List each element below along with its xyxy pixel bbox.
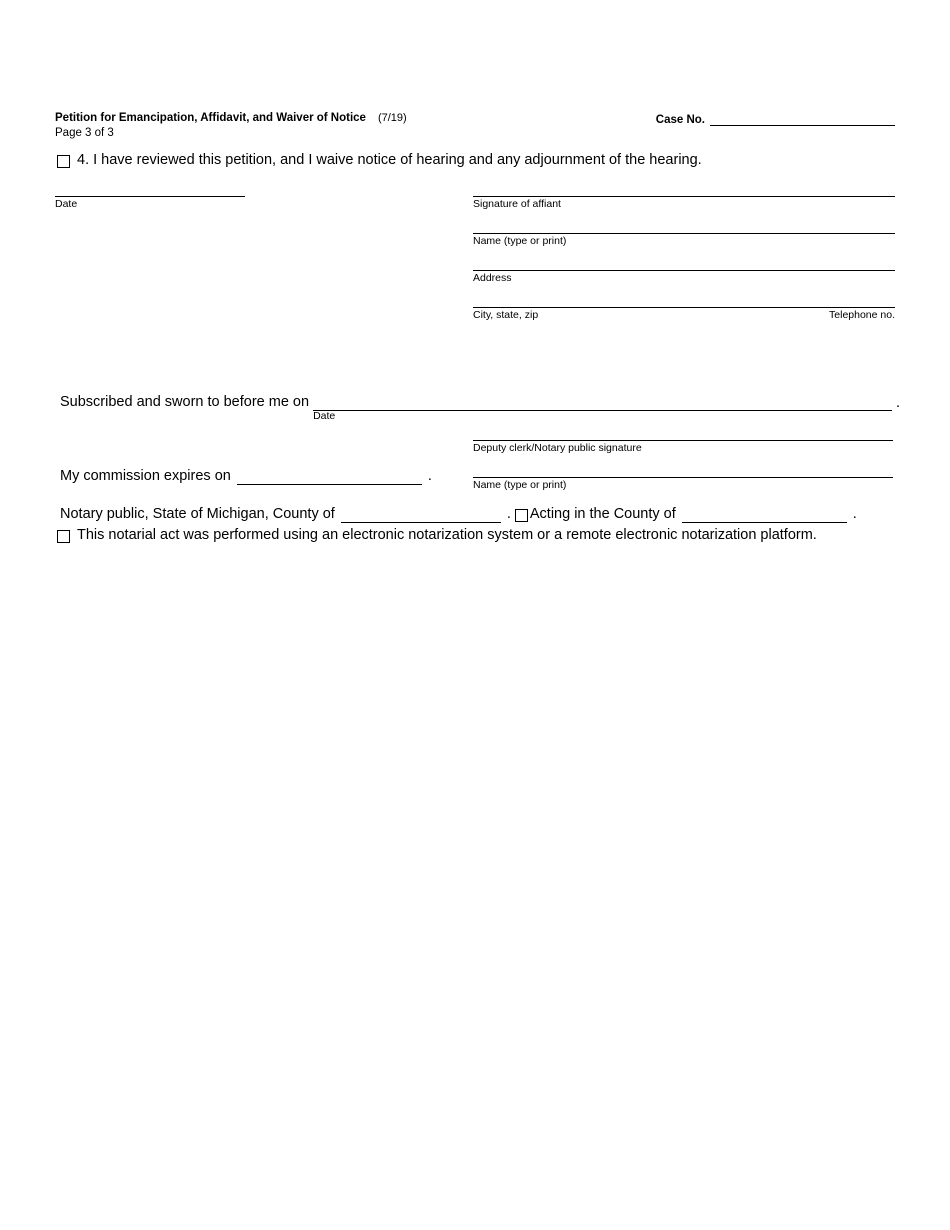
affiant-name-input[interactable] bbox=[473, 233, 895, 234]
affiant-address-field bbox=[473, 270, 895, 284]
sworn-period: . bbox=[895, 395, 900, 411]
commission-expires-label: My commission expires on bbox=[60, 468, 231, 484]
form-title: Petition for Emancipation, Affidavit, and Waiver of Notice bbox=[55, 112, 366, 124]
document-header bbox=[55, 108, 895, 139]
case-number-group bbox=[656, 113, 895, 126]
page-number: Page 3 of 3 bbox=[55, 127, 114, 139]
affiant-telephone-caption: Telephone no. bbox=[829, 309, 895, 321]
affiant-name-caption: Name (type or print) bbox=[473, 235, 567, 247]
item-4-label: 4. I have reviewed this petition, and I waive notice of hearing and any adjournment of the hearing. bbox=[77, 152, 702, 168]
affiant-address-input[interactable] bbox=[473, 270, 895, 271]
case-number-label: Case No. bbox=[655, 114, 705, 126]
item-4-row bbox=[57, 152, 702, 169]
sworn-date-caption: Date bbox=[313, 410, 336, 422]
item-4-checkbox[interactable] bbox=[57, 155, 70, 168]
acting-in-county-period: . bbox=[852, 506, 857, 522]
affiant-date-field bbox=[55, 196, 245, 210]
header-top-row bbox=[55, 108, 895, 126]
case-number-input[interactable] bbox=[710, 113, 895, 126]
notary-name-input[interactable] bbox=[473, 477, 893, 478]
electronic-notarization-label: This notarial act was performed using an electronic notarization system or a remote electronic notarization platform. bbox=[77, 527, 817, 543]
notary-state-label: Notary public, State of Michigan, County of bbox=[60, 506, 335, 522]
affiant-signature-field bbox=[473, 196, 895, 210]
commission-expires-period: . bbox=[427, 468, 432, 484]
acting-in-county-input[interactable] bbox=[682, 508, 847, 523]
acting-in-county-label: Acting in the County of bbox=[529, 506, 676, 522]
affiant-address-caption: Address bbox=[473, 272, 512, 284]
sworn-label: Subscribed and sworn to before me on bbox=[60, 394, 310, 410]
form-revision-date: (7/19) bbox=[377, 112, 407, 124]
affiant-date-caption: Date bbox=[55, 198, 78, 210]
affiant-city-field bbox=[473, 307, 895, 321]
notary-county-row bbox=[60, 506, 900, 523]
commission-expires-input[interactable] bbox=[237, 470, 422, 485]
notary-name-caption: Name (type or print) bbox=[473, 479, 567, 491]
affiant-city-caption: City, state, zip bbox=[473, 309, 539, 321]
affiant-date-input[interactable] bbox=[55, 196, 245, 197]
affiant-city-input[interactable] bbox=[473, 307, 895, 308]
affiant-signature-caption: Signature of affiant bbox=[473, 198, 561, 210]
notary-county-input[interactable] bbox=[341, 508, 501, 523]
affiant-signature-input[interactable] bbox=[473, 196, 895, 197]
sworn-row bbox=[60, 394, 900, 422]
notary-county-period: . bbox=[506, 506, 511, 522]
electronic-notarization-checkbox[interactable] bbox=[57, 530, 70, 543]
form-title-group bbox=[55, 108, 407, 126]
deputy-signature-input[interactable] bbox=[473, 440, 893, 441]
sworn-date-input[interactable] bbox=[313, 396, 892, 411]
deputy-signature-caption: Deputy clerk/Notary public signature bbox=[473, 442, 642, 454]
affiant-name-field bbox=[473, 233, 895, 247]
notary-name-field bbox=[473, 477, 893, 491]
electronic-notarization-row bbox=[57, 527, 817, 544]
commission-expires-row bbox=[60, 468, 432, 485]
sworn-date-group bbox=[313, 396, 892, 422]
acting-in-county-checkbox[interactable] bbox=[515, 509, 528, 522]
affiant-city-caption-row bbox=[473, 309, 895, 321]
deputy-signature-field bbox=[473, 440, 893, 454]
